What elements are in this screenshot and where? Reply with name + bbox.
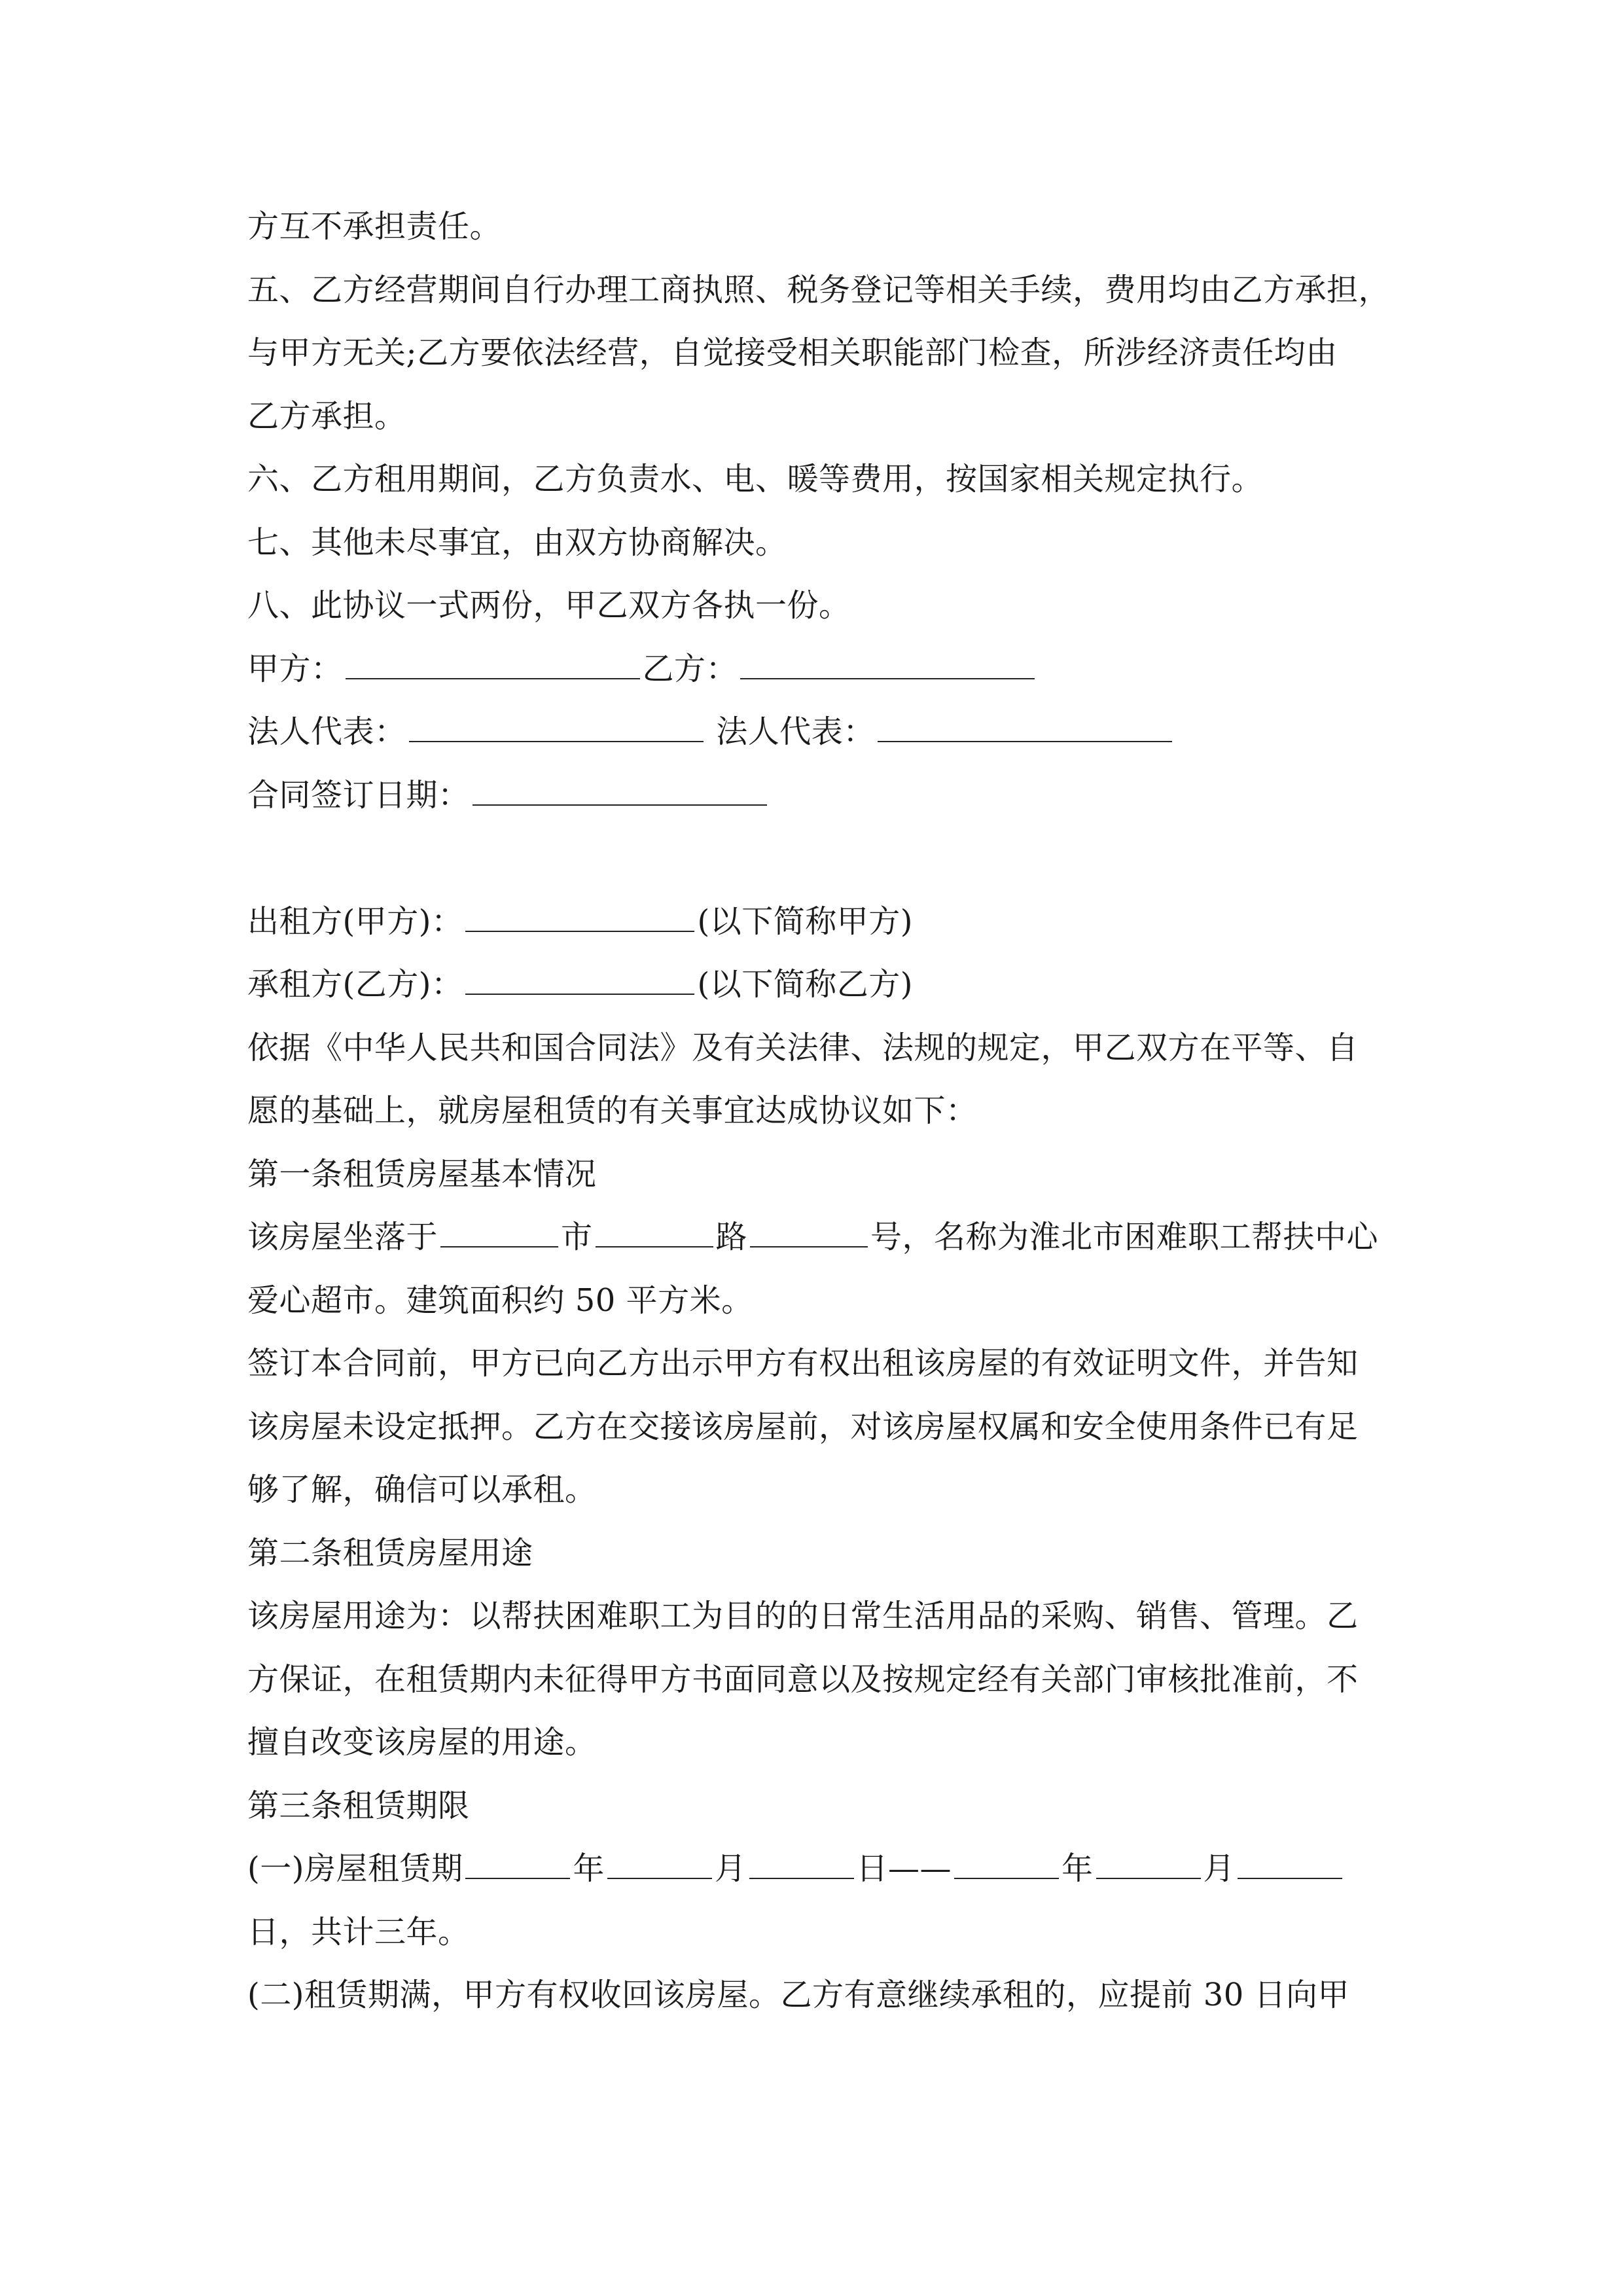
signature-party-row [247,637,1425,701]
end-month-label: 月 [1203,1850,1236,1887]
lessor-row [247,890,1425,954]
lessee-blank[interactable] [465,961,694,995]
article-1-para2-line-2: 该房屋未设定抵押。乙方在交接该房屋前，对该房屋权属和安全使用条件已有足 [247,1408,1359,1445]
month-label: 月 [714,1850,747,1887]
city-blank[interactable] [440,1213,558,1247]
lessee-label: 承租方(乙方)： [247,966,463,1003]
lessor-blank[interactable] [465,897,694,931]
intro-line-2: 愿的基础上，就房屋租赁的有关事宜达成协议如下： [247,1092,978,1129]
lease-period-prefix: (一)房屋租赁期 [247,1850,463,1887]
start-year-blank[interactable] [465,1845,570,1879]
end-month-blank[interactable] [1096,1845,1201,1879]
road-label: 路 [715,1219,748,1255]
article-3-title: 第三条租赁期限 [247,1787,470,1824]
city-label: 市 [561,1219,593,1255]
signature-rep-row [247,700,1425,764]
clause-5-line-1: 五、乙方经营期间自行办理工商执照、税务登记等相关手续，费用均由乙方承担， [247,271,1391,308]
rep-a-label: 法人代表： [247,713,406,750]
number-blank[interactable] [750,1213,868,1247]
clause-8: 八、此协议一式两份，甲乙双方各执一份。 [247,587,851,624]
lessee-suffix: (以下简称乙方) [697,966,913,1003]
section-gap [247,827,1425,890]
clause-7: 七、其他未尽事宜，由双方协商解决。 [247,524,787,561]
article-2-title: 第二条租赁房屋用途 [247,1534,533,1571]
article-3-item-1 [247,1837,1425,1901]
sign-date-blank[interactable] [473,771,767,805]
sign-date-label: 合同签订日期： [247,776,470,814]
end-year-label: 年 [1061,1850,1094,1887]
year-label: 年 [573,1850,605,1887]
article-3-item-1-end: 日，共计三年。 [247,1913,470,1950]
intro-line-1: 依据《中华人民共和国合同法》及有关法律、法规的规定，甲乙双方在平等、自 [247,1029,1359,1066]
article-1-location [247,1206,1425,1269]
article-2-line-1: 该房屋用途为：以帮扶困难职工为目的的日常生活用品的采购、销售、管理。乙 [247,1598,1359,1634]
article-3-item-2: (二)租赁期满，甲方有权收回该房屋。乙方有意继续承租的，应提前 30 日向甲 [247,1977,1350,2013]
end-day-blank[interactable] [1238,1845,1342,1879]
clause-6: 六、乙方租用期间，乙方负责水、电、暖等费用，按国家相关规定执行。 [247,461,1264,497]
lessor-suffix: (以下简称甲方) [697,903,913,940]
article-1-para2-line-3: 够了解，确信可以承租。 [247,1471,597,1508]
clause-5-line-2: 与甲方无关;乙方要依法经营，自觉接受相关职能部门检查，所涉经济责任均由 [247,334,1338,371]
end-year-blank[interactable] [954,1845,1059,1879]
rep-b-label: 法人代表： [716,713,875,750]
party-a-label: 甲方： [247,650,343,687]
lessee-row [247,953,1425,1016]
number-suffix: 号，名称为淮北市困难职工帮扶中心 [870,1219,1379,1255]
location-prefix: 该房屋坐落于 [247,1219,438,1255]
day-dash-label: 日—— [856,1850,952,1887]
article-2-line-2: 方保证，在租赁期内未征得甲方书面同意以及按规定经有关部门审核批准前，不 [247,1660,1359,1698]
article-2-line-3: 擅自改变该房屋的用途。 [247,1724,597,1761]
party-b-label: 乙方： [642,650,738,687]
rep-a-blank[interactable] [409,708,704,742]
road-blank[interactable] [596,1213,713,1247]
clause-5-line-3: 乙方承担。 [247,397,406,435]
article-1-para2-line-1: 签订本合同前，甲方已向乙方出示甲方有权出租该房屋的有效证明文件，并告知 [247,1345,1359,1382]
start-day-blank[interactable] [749,1845,854,1879]
sign-date-row [247,764,1425,827]
rep-b-blank[interactable] [878,708,1172,742]
start-month-blank[interactable] [607,1845,712,1879]
article-1-title: 第一条租赁房屋基本情况 [247,1155,597,1193]
lessor-label: 出租方(甲方)： [247,903,463,940]
party-b-blank[interactable] [740,645,1035,679]
document-body [247,195,1425,2027]
article-1-area: 爱心超市。建筑面积约 50 平方米。 [247,1282,753,1319]
text-line: 方互不承担责任。 [247,208,502,245]
party-a-blank[interactable] [346,645,640,679]
